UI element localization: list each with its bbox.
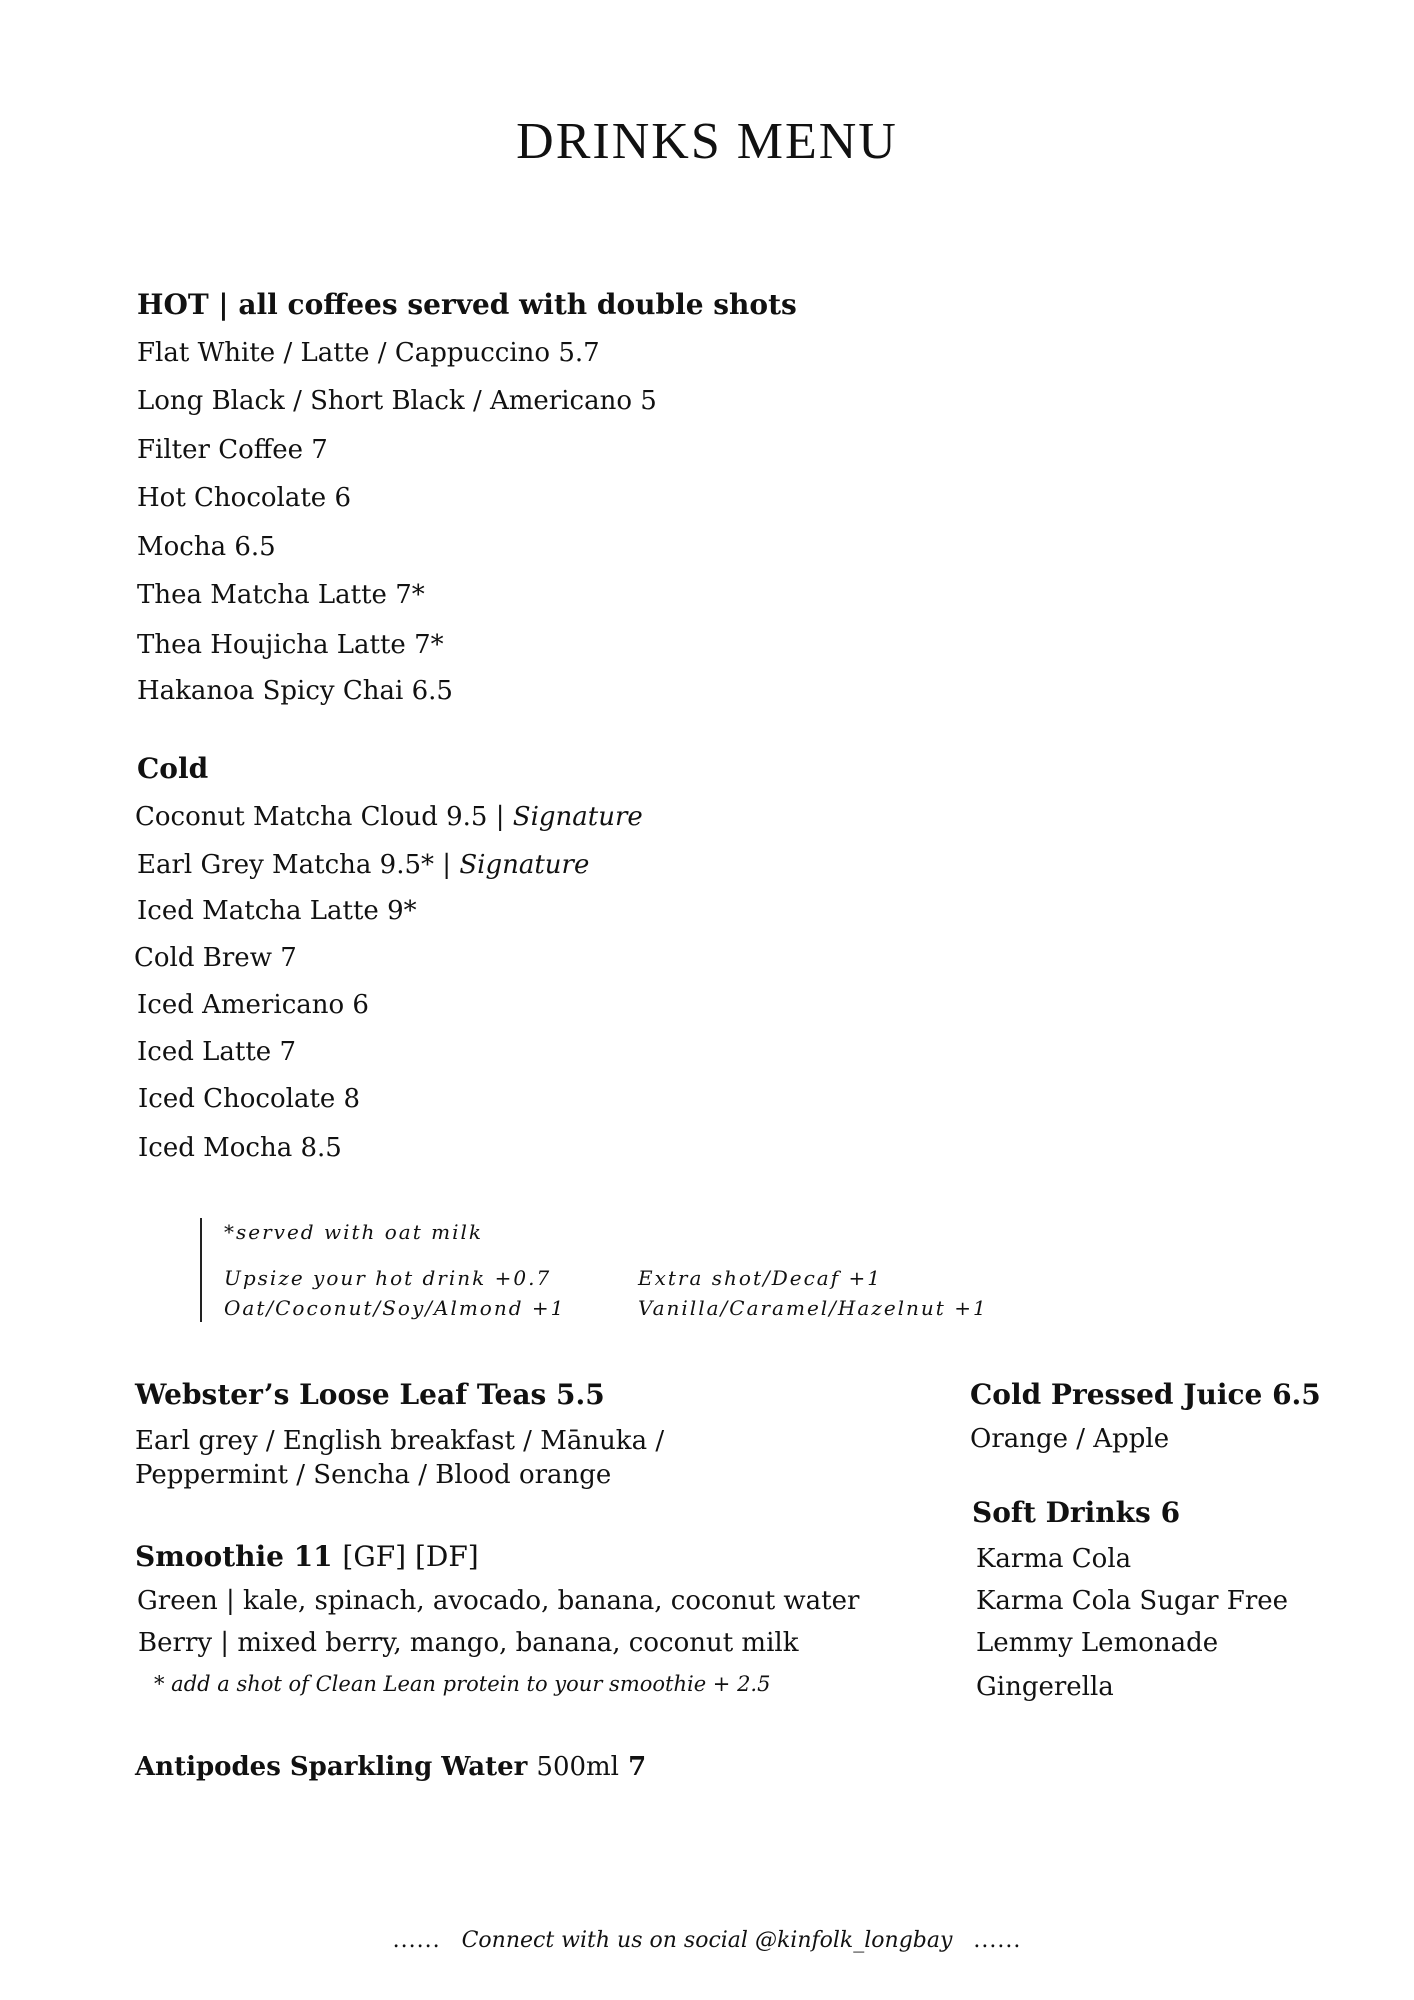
page-title: DRINKS MENU (516, 113, 898, 170)
cold-heading: Cold (137, 752, 209, 785)
smoothie-berry: Berry | mixed berry, mango, banana, coconut milk (138, 1628, 799, 1658)
cold-item-name: Earl Grey Matcha 9.5* | (137, 850, 460, 880)
soft-drink-item: Lemmy Lemonade (976, 1628, 1219, 1658)
soft-drink-item: Gingerella (976, 1672, 1114, 1702)
cold-item: Iced Chocolate 8 (138, 1084, 361, 1114)
teas-list-line: Earl grey / English breakfast / Mānuka / (135, 1426, 665, 1456)
soft-drinks-heading: Soft Drinks 6 (972, 1496, 1181, 1529)
oat-milk-note: *served with oat milk (224, 1220, 483, 1244)
extras-note-box (200, 1218, 224, 1322)
cold-item: Iced Matcha Latte 9* (137, 896, 417, 926)
hot-heading: HOT | all coffees served with double shots (137, 288, 797, 321)
milk-options-note: Oat/Coconut/Soy/Almond +1 (224, 1296, 566, 1320)
cold-item: Cold Brew 7 (134, 943, 297, 973)
social-handle[interactable]: Connect with us on social @kinfolk_longbay (461, 1928, 953, 1953)
sparkling-water-line (135, 1752, 646, 1782)
extra-shot-note: Extra shot/Decaf +1 (638, 1266, 882, 1290)
hot-item: Hot Chocolate 6 (137, 483, 352, 513)
dietary-tags: [GF] [DF] (342, 1540, 479, 1573)
sparkling-size: 500ml (536, 1752, 620, 1782)
soft-drink-item: Karma Cola Sugar Free (976, 1586, 1289, 1616)
footer-dots-right: ...... (973, 1928, 1022, 1953)
cold-item: Iced Americano 6 (137, 990, 369, 1020)
signature-tag: Signature (459, 850, 590, 880)
smoothie-green: Green | kale, spinach, avocado, banana, coconut water (137, 1586, 860, 1616)
cold-item: Iced Mocha 8.5 (138, 1133, 342, 1163)
hot-item: Flat White / Latte / Cappuccino 5.7 (137, 338, 600, 368)
cold-item (135, 802, 643, 832)
hot-item: Long Black / Short Black / Americano 5 (137, 386, 657, 416)
hot-item: Thea Houjicha Latte 7* (137, 630, 444, 660)
hot-item: Filter Coffee 7 (137, 435, 328, 465)
smoothie-title: Smoothie 11 (135, 1540, 333, 1573)
signature-tag: Signature (512, 802, 643, 832)
juice-options: Orange / Apple (970, 1424, 1170, 1454)
cold-item-name: Coconut Matcha Cloud 9.5 | (135, 802, 513, 832)
hot-item: Hakanoa Spicy Chai 6.5 (137, 676, 453, 706)
smoothie-heading (135, 1540, 479, 1573)
teas-heading: Webster’s Loose Leaf Teas 5.5 (135, 1378, 605, 1411)
cold-item (137, 850, 589, 880)
soft-drink-item: Karma Cola (976, 1544, 1132, 1574)
teas-list-line: Peppermint / Sencha / Blood orange (135, 1460, 612, 1490)
hot-item: Mocha 6.5 (137, 532, 276, 562)
social-footer (0, 1928, 1414, 1953)
juice-heading: Cold Pressed Juice 6.5 (970, 1378, 1321, 1411)
protein-note: * add a shot of Clean Lean protein to your smoothie + 2.5 (154, 1672, 771, 1696)
hot-item: Thea Matcha Latte 7* (137, 580, 425, 610)
upsize-note: Upsize your hot drink +0.7 (224, 1266, 552, 1290)
sparkling-name: Antipodes Sparkling Water (135, 1752, 528, 1782)
syrup-note: Vanilla/Caramel/Hazelnut +1 (638, 1296, 988, 1320)
cold-item: Iced Latte 7 (137, 1037, 296, 1067)
sparkling-price: 7 (628, 1752, 647, 1782)
footer-dots-left: ...... (392, 1928, 441, 1953)
